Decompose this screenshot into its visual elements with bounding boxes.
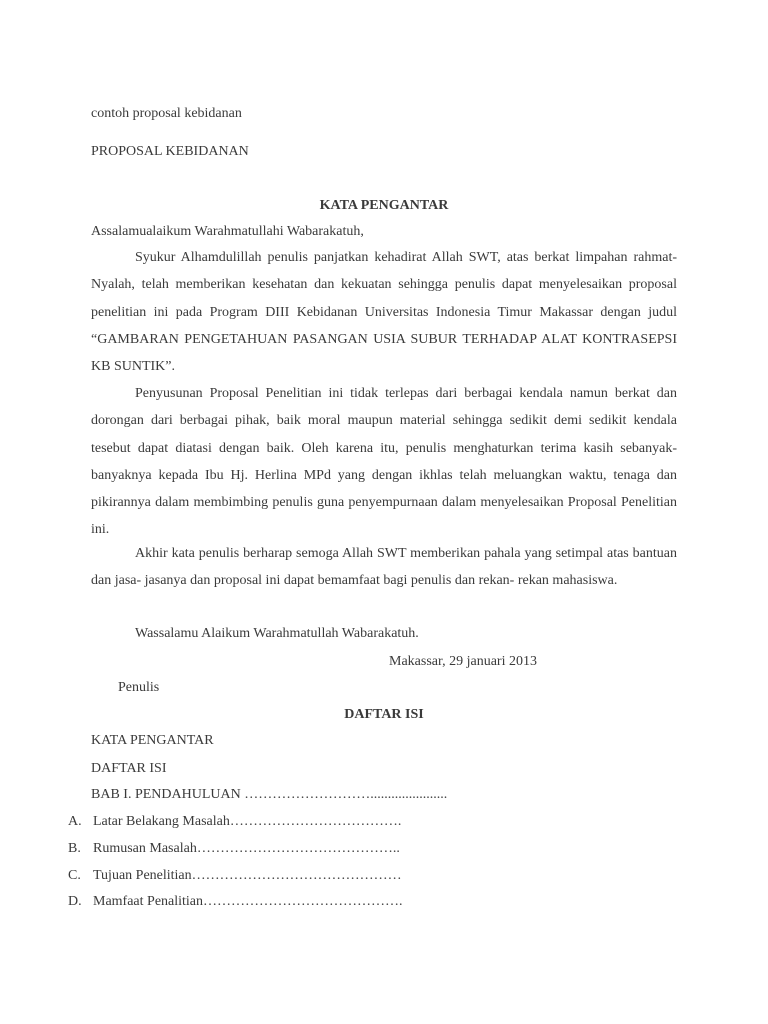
toc-sub-letter: A. bbox=[68, 814, 82, 829]
toc-sub-text: Tujuan Penelitian……………………………………… bbox=[93, 868, 402, 883]
toc-sub-entry bbox=[68, 840, 400, 858]
place-date: Makassar, 29 januari 2013 bbox=[389, 654, 537, 669]
toc-entry: BAB I. PENDAHULUAN ………………………...................... bbox=[91, 787, 448, 802]
header-note: contoh proposal kebidanan bbox=[91, 106, 242, 121]
toc-sub-text: Mamfaat Penalitian……………………………………. bbox=[93, 894, 403, 909]
toc-entry: KATA PENGANTAR bbox=[91, 733, 214, 748]
toc-sub-letter: D. bbox=[68, 894, 82, 909]
toc-sub-entry bbox=[68, 893, 403, 911]
toc-sub-letter: B. bbox=[68, 841, 81, 856]
paragraph-acknowledgement: Penyusunan Proposal Penelitian ini tidak terlepas dari berbagai kendala namun berkat dan dorongan dari berbagai pihak, baik moral maupun material sehingga sedikit demi sedikit kendala tesebut dapat diatasi dengan baik. Oleh karena itu, penulis menghaturkan terima kasih sebanyak- banyaknya kepada Ibu Hj. Herlina MPd yang dengan ikhlas telah meluangkan waktu, tenaga dan pikirannya dalam membimbing penulis guna penyempurnaan dalam menyelesaikan Proposal Penelitian ini. bbox=[91, 386, 677, 538]
toc-sub-letter: C. bbox=[68, 868, 81, 883]
toc-sub-entry bbox=[68, 813, 401, 831]
kata-pengantar-heading: KATA PENGANTAR bbox=[319, 198, 449, 213]
toc-sub-text: Rumusan Masalah…………………………………….. bbox=[93, 841, 400, 856]
daftar-isi-heading: DAFTAR ISI bbox=[344, 707, 424, 722]
paragraph-closing-hope: Akhir kata penulis berharap semoga Allah SWT memberikan pahala yang setimpal atas bantuan dan jasa- jasanya dan proposal ini dapat bemamfaat bagi penulis dan rekan- rekan mahasiswa. bbox=[91, 546, 677, 589]
document-title: PROPOSAL KEBIDANAN bbox=[91, 144, 249, 159]
toc-sub-text: Latar Belakang Masalah………………………………. bbox=[93, 814, 402, 829]
paragraph-thanks: Syukur Alhamdulillah penulis panjatkan kehadirat Allah SWT, atas berkat limpahan rahmat- Nyalah, telah memberikan kesehatan dan kekuatan sehingga penulis dapat menyelesaikan proposal penelitian ini pada Program DIII Kebidanan Universitas Indonesia Timur Makassar dengan judul “GAMBARAN PENGETAHUAN PASANGAN USIA SUBUR TERHADAP ALAT KONTRASEPSI KB SUNTIK”. bbox=[91, 250, 677, 375]
signature-label: Penulis bbox=[118, 680, 160, 695]
greeting-line: Assalamualaikum Warahmatullahi Wabarakatuh, bbox=[91, 224, 364, 239]
closing-salutation: Wassalamu Alaikum Warahmatullah Wabarakatuh. bbox=[135, 626, 419, 641]
toc-sub-entry bbox=[68, 867, 402, 885]
toc-entry: DAFTAR ISI bbox=[91, 761, 167, 776]
